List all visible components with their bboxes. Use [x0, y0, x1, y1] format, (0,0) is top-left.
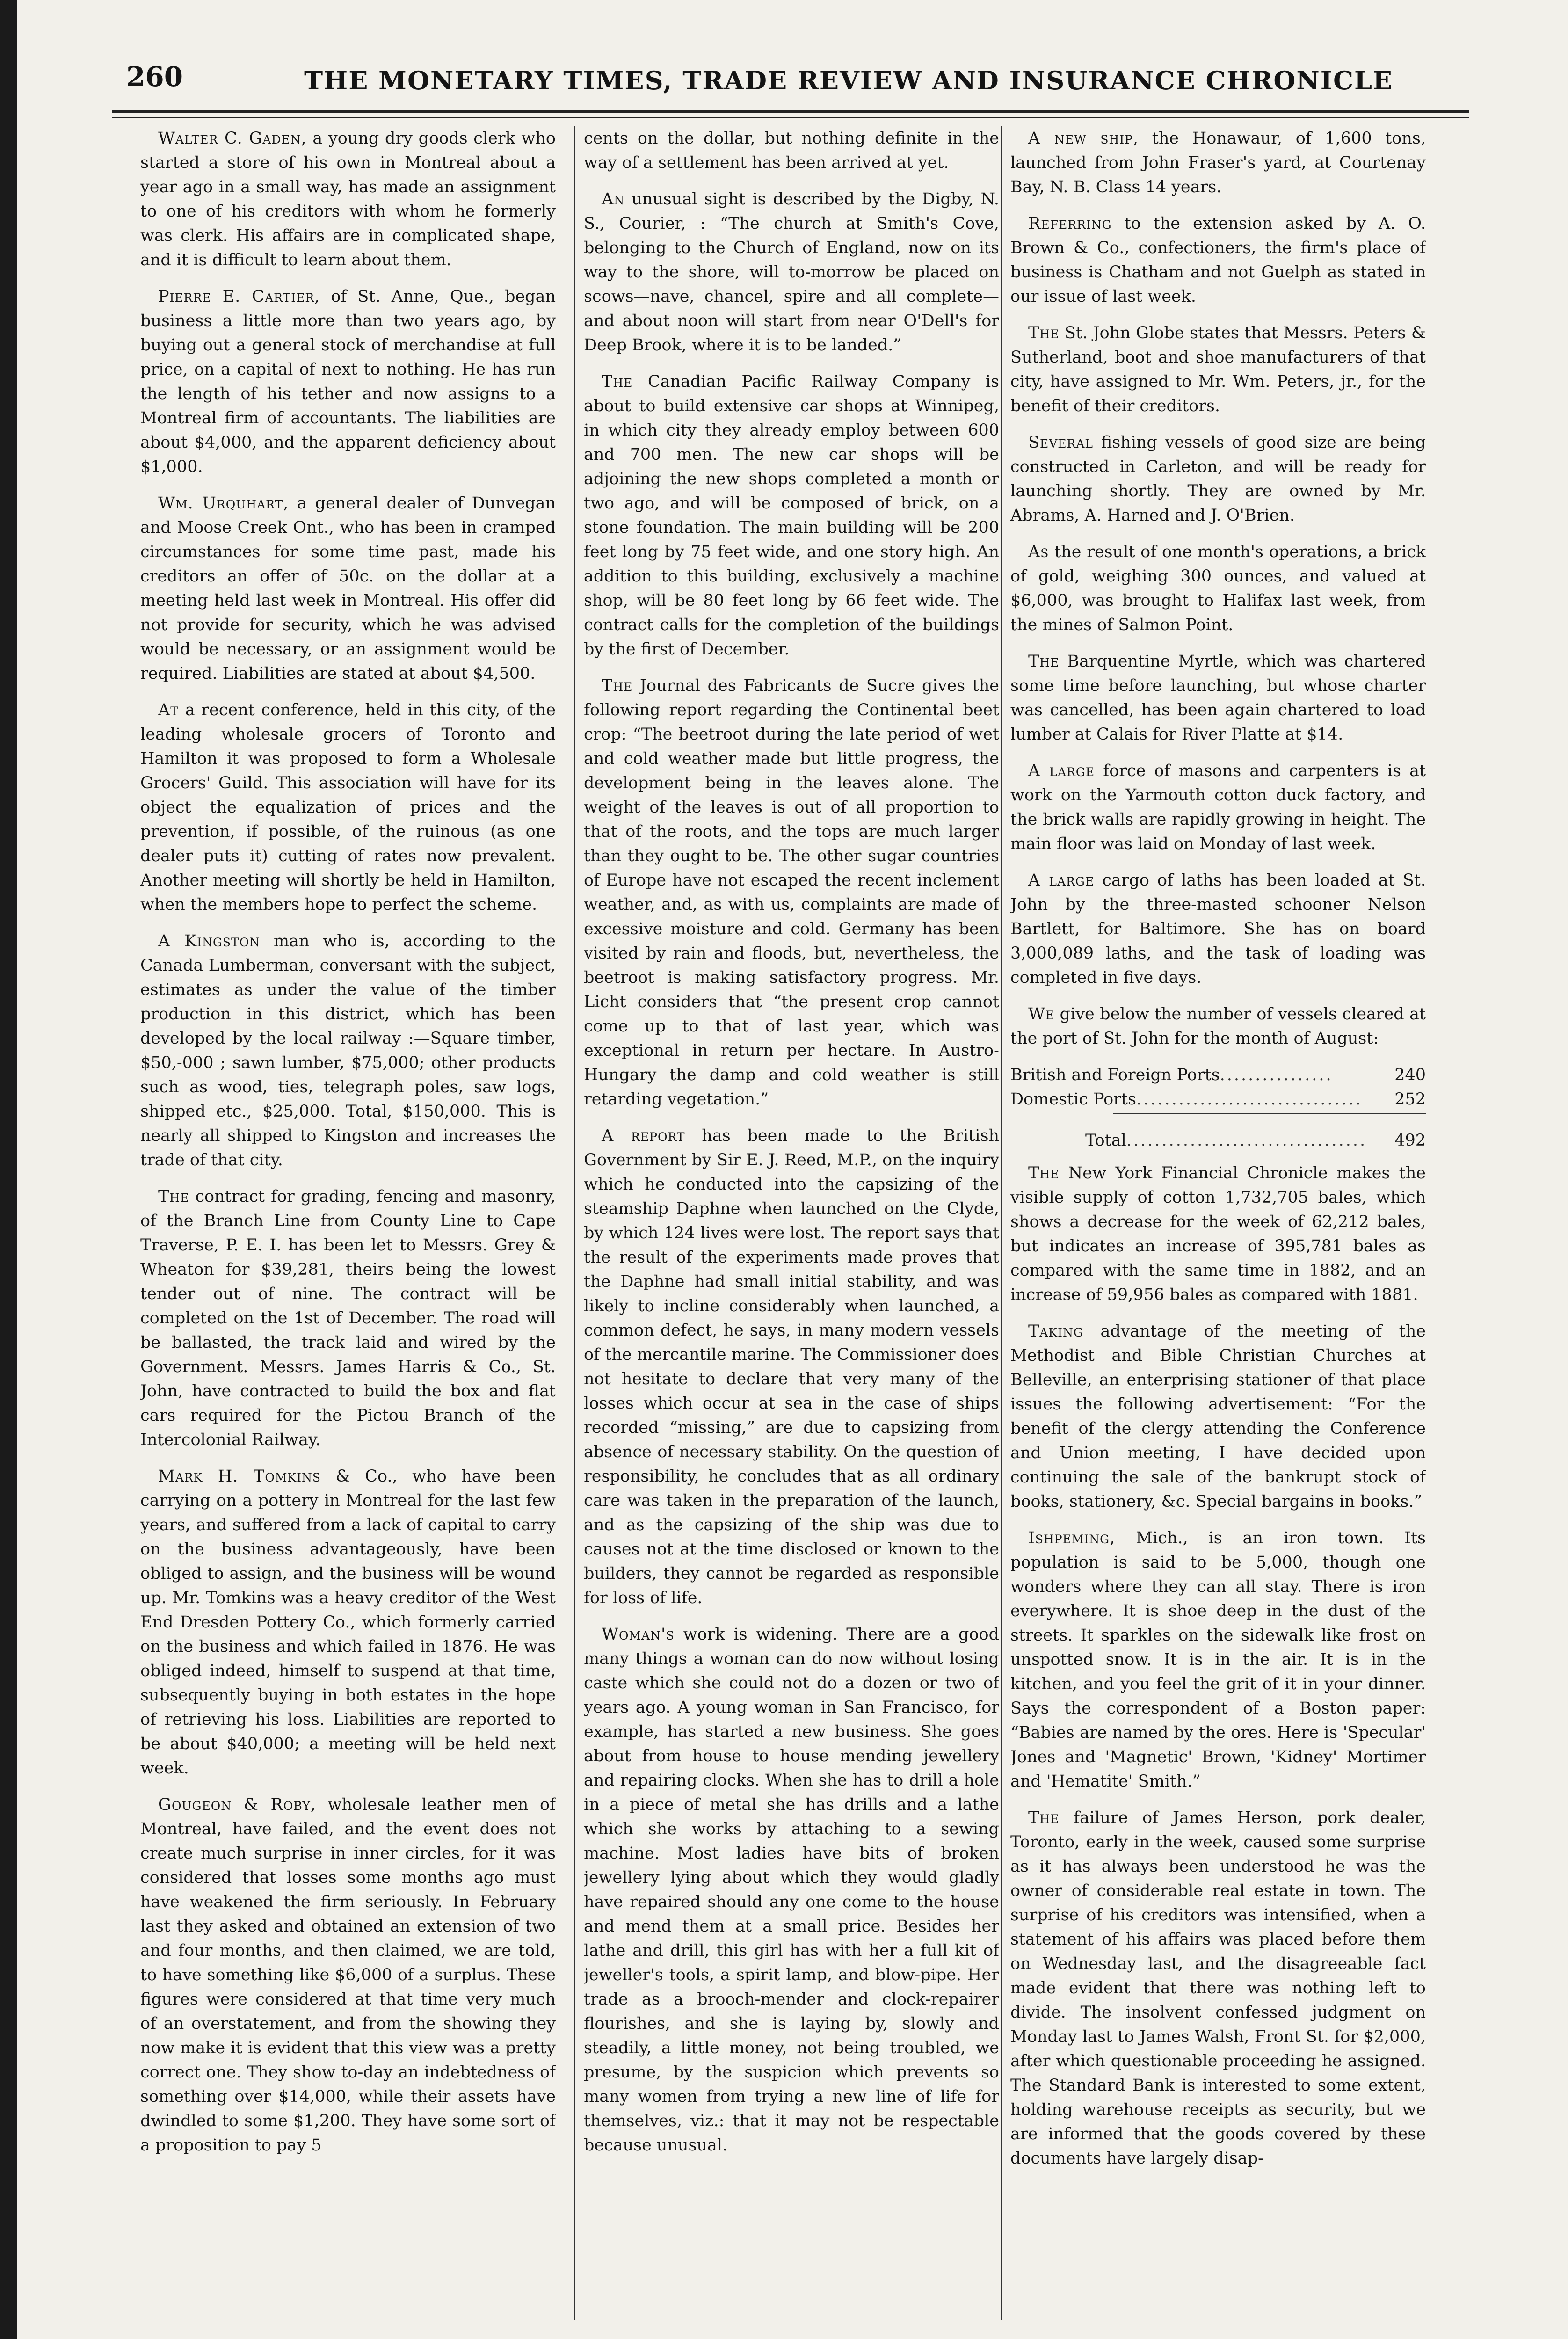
article-paragraph [140, 284, 556, 479]
article-paragraph [1010, 126, 1426, 199]
paragraph-lead: As [1028, 543, 1049, 561]
table-row [1010, 1087, 1426, 1111]
paragraph-lead: Gougeon & Roby, [158, 1795, 316, 1814]
article-paragraph [1010, 649, 1426, 747]
paragraph-text: the result of one month's operations, a brick of gold, weighing 300 ounces, and valued at $6,000, was brought to Halifax last week, from the mines of Salmon Point. [1010, 543, 1426, 634]
page-header [117, 47, 1474, 108]
total-value: 492 [1394, 1131, 1426, 1150]
paragraph-lead: A new ship, [1028, 129, 1139, 148]
paragraph-lead: A large [1028, 871, 1095, 890]
table-row [1010, 1063, 1426, 1087]
article-paragraph [1010, 1319, 1426, 1514]
article-paragraph [140, 1184, 556, 1452]
table-value: 252 [1394, 1090, 1426, 1109]
total-label: Total [1085, 1131, 1126, 1150]
paragraph-lead: An [602, 190, 625, 209]
paragraph-text: New York Financial Chronicle makes the visible supply of cotton 1,732,705 bales, which shows a decrease for the week of 62,212 bales, but indicates an increase of 395,781 bales as compared with the same time in 1882, and an increase of 59,956 bales as compared with 1881. [1010, 1164, 1426, 1304]
column-divider [1001, 126, 1002, 2320]
paragraph-lead: Pierre E. Cartier, [158, 287, 320, 306]
paragraph-text: force of masons and carpenters is at work on the Yarmouth cotton duck factory, and the brick walls are rapidly growing in height. The main floor was laid on Monday of last week. [1010, 762, 1426, 853]
table-leader-dots: ................ [1220, 1066, 1333, 1084]
article-paragraph [584, 370, 999, 661]
paragraph-text: work is widening. There are a good many things a woman can do now without losing caste which she could not do a dozen or two of years ago. A young woman in San Francisco, for example, has started a new business. She goes about from house to house mending jewellery and repairing clocks. When she has to drill a hole in a piece of metal she has drills and a lathe which she works by attaching to a sewing machine. Most ladies have bits of broken jewellery lying about which they would gladly have repaired should any one come to the house and mend them at a small price. Besides her lathe and drill, this girl has with her a full kit of jeweller's tools, a spirit lamp, and blow-pipe. Her trade as a brooch-mender and clock-repairer flourishes, and she is laying by, slowly and steadily, a little money, not being troubled, we presume, by the suspicion which prevents so many women from trying a new line of life for themselves, viz.: that it may not be respectable because unusual. [584, 1625, 999, 2155]
paragraph-lead: The [158, 1187, 189, 1206]
paragraph-text: wholesale leather men of Montreal, have failed, and the event does not create much surprise in inner circles, for it was considered that losses some months ago must have weakened the firm seriously. In February last they asked and obtained an extension of two and four months, and then claimed, we are told, to have something like $6,000 of a surplus. These figures were considered at that time very much of an overstatement, and from the showing they now make it is evident that this view was a pretty correct one. They show to-day an indebtedness of something over $14,000, while their assets have dwindled to some $1,200. They have some sort of a proposition to pay 5 [140, 1795, 556, 2155]
scan-edge [0, 0, 17, 2339]
table-leader-dots: ................................ [1136, 1090, 1363, 1109]
article-paragraph [1010, 430, 1426, 528]
total-rule [1113, 1113, 1426, 1114]
paragraph-lead: The [1028, 1809, 1060, 1827]
paragraph-text: fishing vessels of good size are being constructed in Carleton, and will be ready for launching shortly. They are owned by Mr. Abrams, A. Harned and J. O'Brien. [1010, 433, 1426, 525]
paragraph-text: cargo of laths has been loaded at St. John by the three-masted schooner Nelson Bartlett, for Baltimore. She has on board 3,000,089 laths, and the task of loading was completed in five days. [1010, 871, 1426, 987]
table-value: 240 [1394, 1066, 1426, 1084]
header-rule-thick [112, 110, 1469, 113]
article-paragraph [584, 1124, 999, 1610]
column-1 [140, 126, 556, 2319]
article-paragraph [1010, 868, 1426, 990]
paragraph-text: Barquentine Myrtle, which was chartered some time before launching, but whose charter was cancelled, has been again chartered to load lumber at Calais for River Platte at $14. [1010, 652, 1426, 744]
header-rule-thin [112, 117, 1469, 118]
article-paragraph [1010, 759, 1426, 856]
paragraph-text: man who is, according to the Canada Lumberman, conversant with the subject, estimates as under the value of the timber production in this district, which has been developed by the local railway :—Square timber, $50,-000 ; sawn lumber, $75,000; other products such as wood, ties, telegraph poles, saw logs, shipped etc., $25,000. Total, $150,000. This is nearly all shipped to Kingston and increases the trade of that city. [140, 932, 556, 1170]
paragraph-lead: Mark H. Tomkins [158, 1467, 321, 1486]
article-paragraph [140, 1464, 556, 1780]
paragraph-text: to the extension asked by A. O. Brown & Co., confectioners, the firm's place of business is Chatham and not Guelph as stated in our issue of last week. [1010, 214, 1426, 306]
total-leader-dots: .................................. [1126, 1131, 1367, 1150]
paragraph-text: advantage of the meeting of the Methodist and Bible Christian Churches at Belleville, an enterprising stationer of that place issues the following advertisement: “For the benefit of the clergy attending the Conference and Union meeting, I have decided upon continuing the sale of the bankrupt stock of books, stationery, &c. Special bargains in books.” [1010, 1322, 1426, 1511]
paragraph-lead: Walter C. Gaden, [158, 129, 307, 148]
article-paragraph [584, 674, 999, 1111]
paragraph-lead: Referring [1028, 214, 1112, 233]
page-number: 260 [126, 61, 183, 93]
paragraph-lead: The [602, 372, 633, 391]
paragraph-lead: The [1028, 652, 1060, 671]
paragraph-lead: Several [1028, 433, 1094, 452]
paragraph-lead: The [602, 676, 633, 695]
column-3 [1010, 126, 1426, 2319]
table-label: Domestic Ports [1010, 1090, 1136, 1109]
paragraph-lead: The [1028, 1164, 1060, 1183]
paragraph-text: Mich., is an iron town. Its population is said to be 5,000, though one wonders where they can all stay. There is iron everywhere. It is shoe deep in the dust of the streets. It sparkles on the sidewalk like frost on unspotted snow. It is in the air. It is in the kitchen, and you feel the grit of it in your dinner. Says the correspondent of a Boston paper: “Babies are named by the ores. Here is 'Specular' Jones and 'Magnetic' Brown, 'Kidney' Mortimer and 'Hematite' Smith.” [1010, 1529, 1426, 1791]
paragraph-text: contract for grading, fencing and masonry, of the Branch Line from County Line to Cape Traverse, P. E. I. has been let to Messrs. Grey & Wheaton for $39,281, theirs being the lowest tender out of nine. The contract will be completed on the 1st of December. The road will be ballasted, the track laid and wired by the Government. Messrs. James Harris & Co., St. John, have contracted to build the box and flat cars required for the Pictou Branch of the Intercolonial Railway. [140, 1187, 556, 1449]
paragraph-text: unusual sight is described by the Digby, N. S., Courier, : “The church at Smith's Cove, belonging to the Church of England, now on its way to the shore, will to-morrow be placed on scows—nave, chancel, spire and all complete—and about noon will start from near O'Dell's for Deep Brook, where it is to be landed.” [584, 190, 999, 355]
paragraph-text: cents on the dollar, but nothing definite in the way of a settlement has been arrived at yet. [584, 129, 999, 172]
article-paragraph [140, 929, 556, 1172]
masthead-title: THE MONETARY TIMES, TRADE REVIEW AND INSURANCE CHRONICLE [304, 65, 1394, 95]
article-paragraph [1010, 321, 1426, 418]
article-paragraph [140, 698, 556, 917]
article-paragraph [140, 1793, 556, 2157]
article-paragraph [1010, 1161, 1426, 1307]
paragraph-text: a recent conference, held in this city, of the leading wholesale grocers of Toronto and Hamilton it was proposed to form a Wholesale Grocers' Guild. This association will have for its object the equalization of prices and the prevention, if possible, of the ruinous (as one dealer puts it) cutting of rates now prevalent. Another meeting will shortly be held in Hamilton, when the members hope to perfect the scheme. [140, 701, 556, 914]
paragraph-text: Journal des Fabricants de Sucre gives the following report regarding the Continental beet crop: “The beetroot during the late period of wet and cold weather made but little progress, the development being in the leaves alone. The weight of the leaves is out of all proportion to that of the roots, and the tops are much larger than they ought to be. The other sugar countries of Europe have not escaped the recent inclement weather, and, as with us, complaints are made of excessive moisture and cold. Germany has been visited by rain and floods, but, nevertheless, the beetroot is making satisfactory progress. Mr. Licht considers that “the present crop cannot come up to that of last year, which was exceptional in return per hectare. In Austro-Hungary the damp and cold weather is still retarding vegetation.” [584, 676, 999, 1109]
column-2 [584, 126, 999, 2319]
paragraph-text: has been made to the British Government by Sir E. J. Reed, M.P., on the inquiry which he conducted into the capsizing of the steamship Daphne when launched on the Clyde, by which 124 lives were lost. The report says that the result of the experiments made proves that the Daphne had small initial stability, and was likely to incline considerably when launched, a common defect, he says, in many modern vessels of the mercantile marine. The Commissioner does not hesitate to declare that very many of the losses which occur at sea in the case of ships recorded “missing,” are due to capsizing from absence of necessary stability. On the question of responsibility, he concludes that as all ordinary care was taken in the preparation of the launch, and as the capsizing of the ship was due to causes not at the time disclosed or known to the builders, they cannot be regarded as responsible for loss of life. [584, 1126, 999, 1607]
column-divider [574, 126, 575, 2320]
paragraph-lead: A large [1028, 762, 1095, 780]
paragraph-text: & Co., who have been carrying on a pottery in Montreal for the last few years, and suffered from a lack of capital to carry on the business advantageously, have been obliged to assign, and the business will be wound up. Mr. Tomkins was a heavy creditor of the West End Dresden Pottery Co., which formerly carried on the business and which failed in 1876. He was obliged indeed, himself to suspend at that time, subsequently buying in both estates in the hope of retrieving his loss. Liabilities are reported to be about $40,000; a meeting will be held next week. [140, 1467, 556, 1778]
article-paragraph [1010, 540, 1426, 637]
article-paragraph [1010, 1806, 1426, 2171]
table-total-row [1010, 1128, 1426, 1153]
article-paragraph [1010, 211, 1426, 309]
vessels-cleared-table [1010, 1063, 1426, 1153]
article-paragraph [140, 491, 556, 686]
article-paragraph [1010, 1002, 1426, 1051]
article-paragraph [1010, 1526, 1426, 1794]
paragraph-lead: Taking [1028, 1322, 1083, 1341]
paragraph-text: a general dealer of Dunvegan and Moose Creek Ont., who has been in cramped circumstances for some time past, made his creditors an offer of 50c. on the dollar at a meeting held last week in Montreal. His offer did not provide for security, which he was advised would be necessary, or an assignment would be required. Liabilities are stated at about $4,500. [140, 494, 556, 683]
paragraph-text: of St. Anne, Que., began business a little more than two years ago, by buying out a general stock of merchandise at full price, on a capital of next to nothing. He has run the length of his tether and now assigns to a Montreal firm of accountants. The liabilities are about $4,000, and the apparent deficiency about $1,000. [140, 287, 556, 476]
paragraph-lead: A Kingston [158, 932, 261, 951]
paragraph-text: failure of James Herson, pork dealer, Toronto, early in the week, caused some surprise as it has always been understood he was the owner of considerable real estate in town. The surprise of his creditors was intensified, when a statement of his affairs was placed before them on Wednesday last, and the disagreeable fact made evident that there was nothing left to divide. The insolvent confessed judgment on Monday last to James Walsh, Front St. for $2,000, after which questionable proceeding he assigned. The Standard Bank is interested to some extent, holding warehouse receipts as security, but we are informed that the goods covered by these documents have largely disap- [1010, 1809, 1426, 2168]
paragraph-lead: Woman's [602, 1625, 675, 1644]
paragraph-text: the Honawaur, of 1,600 tons, launched from John Fraser's yard, at Courtenay Bay, N. B. Class 14 years. [1010, 129, 1426, 196]
article-paragraph [140, 126, 556, 272]
paragraph-text: give below the number of vessels cleared at the port of St. John for the month of August: [1010, 1005, 1426, 1048]
paragraph-text: Canadian Pacific Railway Company is about to build extensive car shops at Winnipeg, in which city they already employ between 600 and 700 men. The new car shops will be adjoining the new shops completed a month or two ago, and will be composed of brick, on a stone foundation. The main building will be 200 feet long by 75 feet wide, and one story high. An addition to this building, exclusively a machine shop, will be 80 feet long by 66 feet wide. The contract calls for the completion of the buildings by the first of December. [584, 372, 999, 659]
article-paragraph [584, 187, 999, 357]
paragraph-lead: At [158, 701, 179, 719]
table-label: British and Foreign Ports [1010, 1066, 1220, 1084]
paragraph-lead: A report [602, 1126, 685, 1145]
paragraph-lead: We [1028, 1005, 1055, 1024]
paragraph-lead: Ishpeming, [1028, 1529, 1116, 1547]
paragraph-lead: Wm. Urquhart, [158, 494, 289, 513]
paragraph-text: St. John Globe states that Messrs. Peters & Sutherland, boot and shoe manufacturers of that city, have assigned to Mr. Wm. Peters, jr., for the benefit of their creditors. [1010, 324, 1426, 415]
article-paragraph [584, 1622, 999, 2157]
paragraph-lead: The [1028, 324, 1060, 342]
article-paragraph [584, 126, 999, 175]
paragraph-text: a young dry goods clerk who started a store of his own in Montreal about a year ago in a small way, has made an assignment to one of his creditors with whom he formerly was clerk. His affairs are in complicated shape, and it is difficult to learn about them. [140, 129, 556, 269]
